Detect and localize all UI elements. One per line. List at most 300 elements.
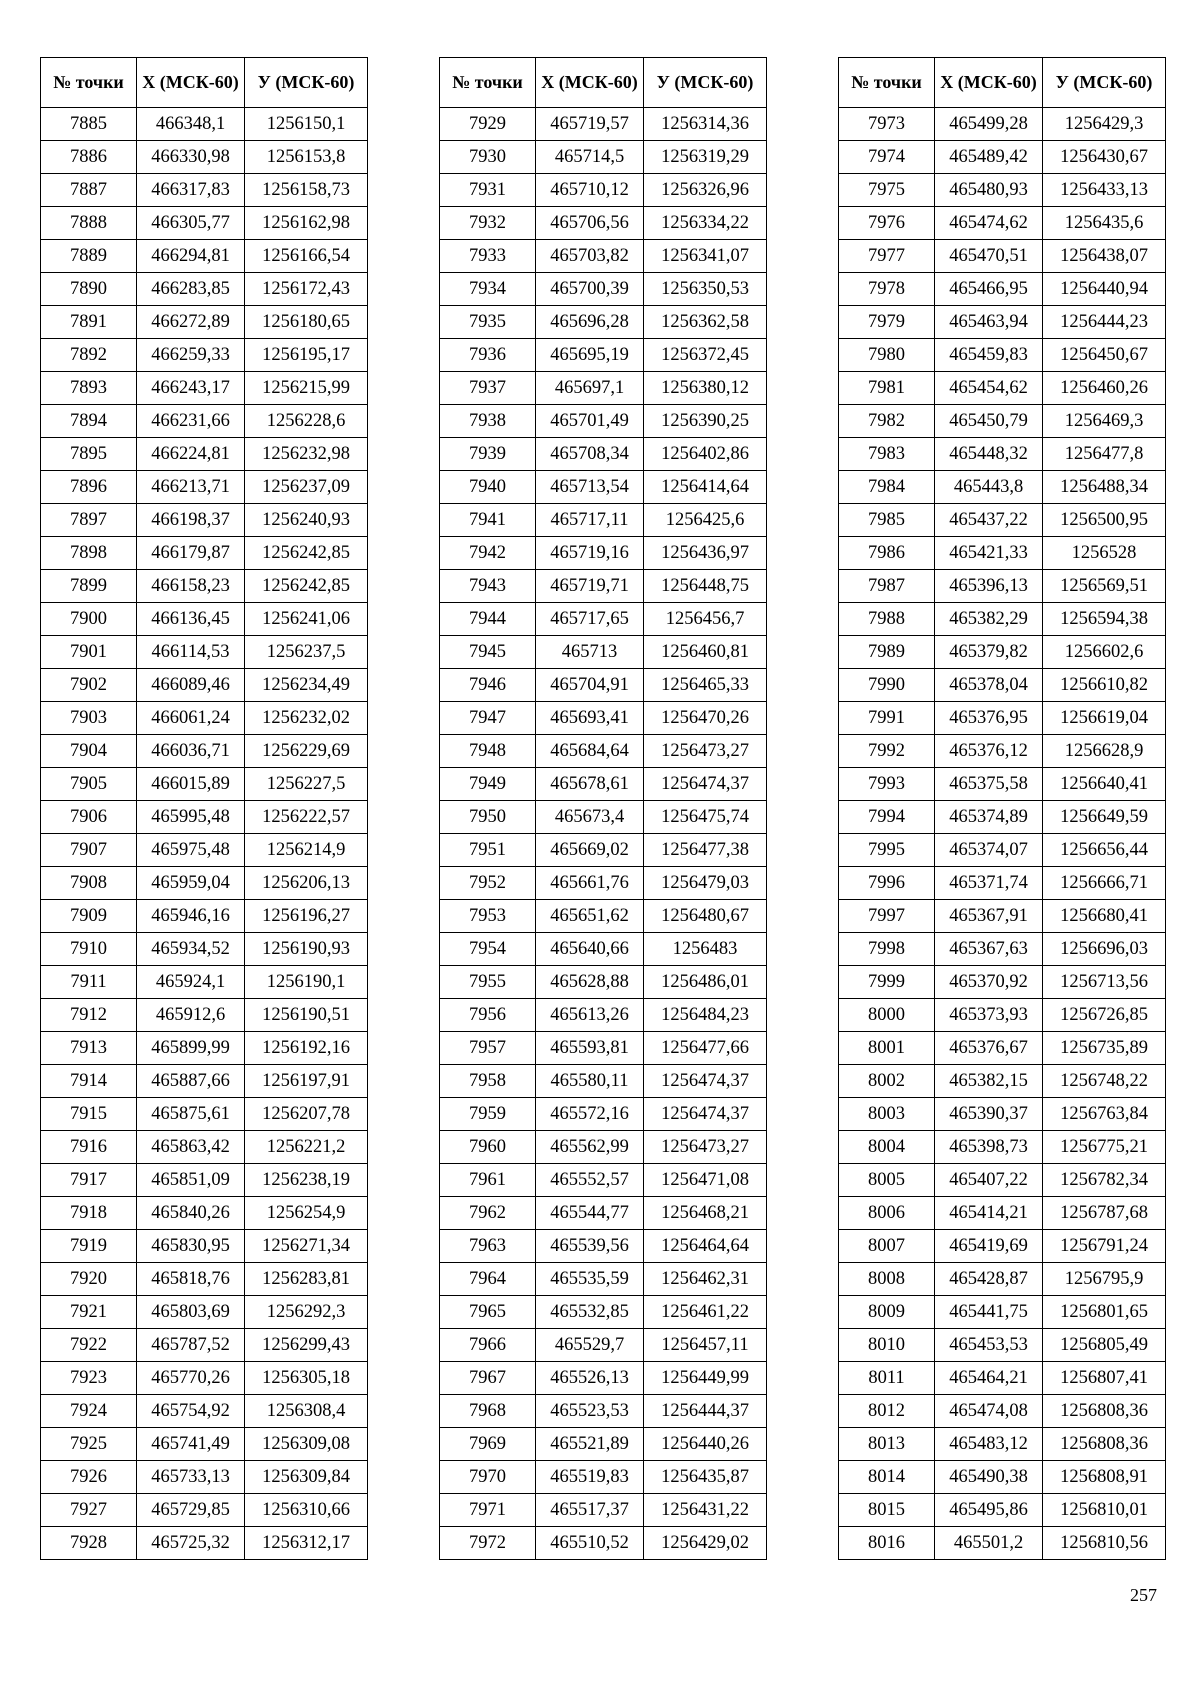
point-number-cell: 7897 [41,504,137,537]
y-coordinate-cell: 1256801,65 [1043,1296,1166,1329]
y-coordinate-cell: 1256158,73 [245,174,368,207]
y-coordinate-cell: 1256241,06 [245,603,368,636]
point-number-cell: 7920 [41,1263,137,1296]
point-number-cell: 7899 [41,570,137,603]
y-coordinate-cell: 1256206,13 [245,867,368,900]
point-number-cell: 7893 [41,372,137,405]
x-coordinate-cell: 465887,66 [137,1065,245,1098]
point-number-cell: 7930 [440,141,536,174]
y-coordinate-cell: 1256477,66 [644,1032,767,1065]
x-coordinate-cell: 465376,67 [935,1032,1043,1065]
point-number-cell: 7940 [440,471,536,504]
y-coordinate-cell: 1256748,22 [1043,1065,1166,1098]
point-number-cell: 7991 [839,702,935,735]
x-coordinate-cell: 466179,87 [137,537,245,570]
point-number-cell: 7918 [41,1197,137,1230]
point-number-cell: 7947 [440,702,536,735]
table-row [839,1527,1166,1560]
y-coordinate-cell: 1256341,07 [644,240,767,273]
y-coordinate-cell: 1256195,17 [245,339,368,372]
point-number-cell: 7968 [440,1395,536,1428]
x-coordinate-cell: 465830,95 [137,1230,245,1263]
x-coordinate-cell: 465421,33 [935,537,1043,570]
point-number-cell: 7978 [839,273,935,306]
table-row [839,1032,1166,1065]
point-number-cell: 7980 [839,339,935,372]
header-row [41,58,368,108]
table-row [440,504,767,537]
table-row [41,339,368,372]
y-coordinate-cell: 1256474,37 [644,1098,767,1131]
y-coordinate-cell: 1256477,8 [1043,438,1166,471]
table-row [839,933,1166,966]
y-coordinate-cell: 1256569,51 [1043,570,1166,603]
header-point-number: № точки [41,58,137,108]
table-row [440,1362,767,1395]
point-number-cell: 7985 [839,504,935,537]
table-row [41,1527,368,1560]
table-row [440,768,767,801]
table-row [839,1131,1166,1164]
table-row [839,1329,1166,1362]
x-coordinate-cell: 465924,1 [137,966,245,999]
y-coordinate-cell: 1256763,84 [1043,1098,1166,1131]
y-coordinate-cell: 1256435,6 [1043,207,1166,240]
point-number-cell: 7973 [839,108,935,141]
table-body [839,108,1166,1560]
x-coordinate-cell: 465463,94 [935,306,1043,339]
x-coordinate-cell: 465396,13 [935,570,1043,603]
coordinates-table-3 [838,57,1166,1560]
table-row [41,966,368,999]
point-number-cell: 7983 [839,438,935,471]
point-number-cell: 8004 [839,1131,935,1164]
y-coordinate-cell: 1256480,67 [644,900,767,933]
x-coordinate-cell: 466224,81 [137,438,245,471]
header-x-coordinate: Х (МСК-60) [137,58,245,108]
point-number-cell: 8011 [839,1362,935,1395]
table-row [839,1428,1166,1461]
x-coordinate-cell: 465706,56 [536,207,644,240]
point-number-cell: 7986 [839,537,935,570]
x-coordinate-cell: 465521,89 [536,1428,644,1461]
point-number-cell: 8015 [839,1494,935,1527]
point-number-cell: 7992 [839,735,935,768]
table-row [41,1296,368,1329]
y-coordinate-cell: 1256484,23 [644,999,767,1032]
x-coordinate-cell: 465770,26 [137,1362,245,1395]
table-row [839,900,1166,933]
table-row [41,438,368,471]
y-coordinate-cell: 1256462,31 [644,1263,767,1296]
table-row [440,1395,767,1428]
x-coordinate-cell: 465376,95 [935,702,1043,735]
point-number-cell: 8009 [839,1296,935,1329]
x-coordinate-cell: 465373,93 [935,999,1043,1032]
table-row [440,1494,767,1527]
table-row [41,306,368,339]
x-coordinate-cell: 465899,99 [137,1032,245,1065]
point-number-cell: 8013 [839,1428,935,1461]
x-coordinate-cell: 466089,46 [137,669,245,702]
table-row [440,438,767,471]
point-number-cell: 7919 [41,1230,137,1263]
x-coordinate-cell: 465382,29 [935,603,1043,636]
y-coordinate-cell: 1256242,85 [245,570,368,603]
point-number-cell: 7890 [41,273,137,306]
point-number-cell: 7934 [440,273,536,306]
table-row [41,900,368,933]
y-coordinate-cell: 1256808,36 [1043,1428,1166,1461]
y-coordinate-cell: 1256429,02 [644,1527,767,1560]
x-coordinate-cell: 465419,69 [935,1230,1043,1263]
point-number-cell: 7963 [440,1230,536,1263]
point-number-cell: 7927 [41,1494,137,1527]
x-coordinate-cell: 465539,56 [536,1230,644,1263]
table-row [440,867,767,900]
y-coordinate-cell: 1256444,23 [1043,306,1166,339]
y-coordinate-cell: 1256197,91 [245,1065,368,1098]
point-number-cell: 7958 [440,1065,536,1098]
table-row [440,1296,767,1329]
point-number-cell: 7888 [41,207,137,240]
point-number-cell: 7891 [41,306,137,339]
x-coordinate-cell: 465474,08 [935,1395,1043,1428]
table-row [41,702,368,735]
y-coordinate-cell: 1256162,98 [245,207,368,240]
point-number-cell: 7972 [440,1527,536,1560]
x-coordinate-cell: 465398,73 [935,1131,1043,1164]
table-row [440,834,767,867]
y-coordinate-cell: 1256334,22 [644,207,767,240]
y-coordinate-cell: 1256735,89 [1043,1032,1166,1065]
point-number-cell: 7910 [41,933,137,966]
y-coordinate-cell: 1256791,24 [1043,1230,1166,1263]
table-row [839,1461,1166,1494]
x-coordinate-cell: 465713,54 [536,471,644,504]
table-row [41,570,368,603]
x-coordinate-cell: 466015,89 [137,768,245,801]
point-number-cell: 8008 [839,1263,935,1296]
x-coordinate-cell: 465725,32 [137,1527,245,1560]
y-coordinate-cell: 1256237,5 [245,636,368,669]
point-number-cell: 7915 [41,1098,137,1131]
y-coordinate-cell: 1256726,85 [1043,999,1166,1032]
table-row [41,1329,368,1362]
point-number-cell: 7928 [41,1527,137,1560]
table-row [440,174,767,207]
coordinates-table-1 [40,57,368,1560]
y-coordinate-cell: 1256594,38 [1043,603,1166,636]
x-coordinate-cell: 465673,4 [536,801,644,834]
y-coordinate-cell: 1256180,65 [245,306,368,339]
y-coordinate-cell: 1256640,41 [1043,768,1166,801]
y-coordinate-cell: 1256319,29 [644,141,767,174]
x-coordinate-cell: 465628,88 [536,966,644,999]
point-number-cell: 7931 [440,174,536,207]
point-number-cell: 7950 [440,801,536,834]
point-number-cell: 7932 [440,207,536,240]
y-coordinate-cell: 1256440,94 [1043,273,1166,306]
table-row [41,372,368,405]
point-number-cell: 7954 [440,933,536,966]
table-row [839,1263,1166,1296]
x-coordinate-cell: 465367,63 [935,933,1043,966]
header-y-coordinate: У (МСК-60) [644,58,767,108]
table-row [440,1065,767,1098]
y-coordinate-cell: 1256477,38 [644,834,767,867]
table-row [839,537,1166,570]
y-coordinate-cell: 1256628,9 [1043,735,1166,768]
table-row [440,1263,767,1296]
x-coordinate-cell: 465593,81 [536,1032,644,1065]
point-number-cell: 7926 [41,1461,137,1494]
table-row [839,306,1166,339]
table-row [839,1065,1166,1098]
y-coordinate-cell: 1256468,21 [644,1197,767,1230]
y-coordinate-cell: 1256680,41 [1043,900,1166,933]
table-row [41,1164,368,1197]
point-number-cell: 7964 [440,1263,536,1296]
point-number-cell: 7956 [440,999,536,1032]
point-number-cell: 7901 [41,636,137,669]
y-coordinate-cell: 1256460,26 [1043,372,1166,405]
table-row [440,1527,767,1560]
table-row [440,966,767,999]
y-coordinate-cell: 1256234,49 [245,669,368,702]
point-number-cell: 7913 [41,1032,137,1065]
x-coordinate-cell: 465693,41 [536,702,644,735]
x-coordinate-cell: 465448,32 [935,438,1043,471]
point-number-cell: 7952 [440,867,536,900]
y-coordinate-cell: 1256232,98 [245,438,368,471]
table-row [41,471,368,504]
point-number-cell: 7996 [839,867,935,900]
header-row [839,58,1166,108]
table-row [839,702,1166,735]
point-number-cell: 7895 [41,438,137,471]
point-number-cell: 7924 [41,1395,137,1428]
point-number-cell: 7892 [41,339,137,372]
table-row [41,603,368,636]
table-row [839,339,1166,372]
y-coordinate-cell: 1256435,87 [644,1461,767,1494]
y-coordinate-cell: 1256214,9 [245,834,368,867]
x-coordinate-cell: 465717,65 [536,603,644,636]
x-coordinate-cell: 465975,48 [137,834,245,867]
table-row [839,372,1166,405]
header-y-coordinate: У (МСК-60) [245,58,368,108]
y-coordinate-cell: 1256488,34 [1043,471,1166,504]
y-coordinate-cell: 1256242,85 [245,537,368,570]
table-row [839,405,1166,438]
x-coordinate-cell: 465526,13 [536,1362,644,1395]
x-coordinate-cell: 465466,95 [935,273,1043,306]
y-coordinate-cell: 1256153,8 [245,141,368,174]
table-row [839,240,1166,273]
x-coordinate-cell: 465532,85 [536,1296,644,1329]
y-coordinate-cell: 1256473,27 [644,735,767,768]
y-coordinate-cell: 1256362,58 [644,306,767,339]
y-coordinate-cell: 1256402,86 [644,438,767,471]
table-row [41,1230,368,1263]
x-coordinate-cell: 465489,42 [935,141,1043,174]
x-coordinate-cell: 465875,61 [137,1098,245,1131]
x-coordinate-cell: 465529,7 [536,1329,644,1362]
table-row [839,801,1166,834]
y-coordinate-cell: 1256166,54 [245,240,368,273]
y-coordinate-cell: 1256414,64 [644,471,767,504]
point-number-cell: 7961 [440,1164,536,1197]
table-row [440,735,767,768]
point-number-cell: 7923 [41,1362,137,1395]
x-coordinate-cell: 465741,49 [137,1428,245,1461]
point-number-cell: 7898 [41,537,137,570]
point-number-cell: 7929 [440,108,536,141]
x-coordinate-cell: 465995,48 [137,801,245,834]
table-row [440,471,767,504]
point-number-cell: 7896 [41,471,137,504]
table-row [839,471,1166,504]
table-row [839,207,1166,240]
point-number-cell: 7987 [839,570,935,603]
x-coordinate-cell: 466272,89 [137,306,245,339]
y-coordinate-cell: 1256431,22 [644,1494,767,1527]
table-row [440,570,767,603]
table-row [440,108,767,141]
y-coordinate-cell: 1256808,91 [1043,1461,1166,1494]
point-number-cell: 7974 [839,141,935,174]
table-row [41,504,368,537]
point-number-cell: 7916 [41,1131,137,1164]
x-coordinate-cell: 465499,28 [935,108,1043,141]
x-coordinate-cell: 465450,79 [935,405,1043,438]
table-row [41,867,368,900]
x-coordinate-cell: 465912,6 [137,999,245,1032]
x-coordinate-cell: 466136,45 [137,603,245,636]
x-coordinate-cell: 465640,66 [536,933,644,966]
point-number-cell: 8001 [839,1032,935,1065]
table-row [440,603,767,636]
x-coordinate-cell: 465376,12 [935,735,1043,768]
point-number-cell: 7960 [440,1131,536,1164]
table-row [839,141,1166,174]
point-number-cell: 7887 [41,174,137,207]
table-row [41,834,368,867]
y-coordinate-cell: 1256444,37 [644,1395,767,1428]
y-coordinate-cell: 1256240,93 [245,504,368,537]
y-coordinate-cell: 1256309,08 [245,1428,368,1461]
table-row [41,1131,368,1164]
x-coordinate-cell: 465851,09 [137,1164,245,1197]
x-coordinate-cell: 465754,92 [137,1395,245,1428]
table-row [839,867,1166,900]
x-coordinate-cell: 465703,82 [536,240,644,273]
y-coordinate-cell: 1256232,02 [245,702,368,735]
x-coordinate-cell: 465803,69 [137,1296,245,1329]
table-row [440,306,767,339]
y-coordinate-cell: 1256782,34 [1043,1164,1166,1197]
y-coordinate-cell: 1256390,25 [644,405,767,438]
table-row [41,1362,368,1395]
point-number-cell: 8005 [839,1164,935,1197]
table-row [41,1494,368,1527]
x-coordinate-cell: 466114,53 [137,636,245,669]
x-coordinate-cell: 465441,75 [935,1296,1043,1329]
table-row [440,141,767,174]
x-coordinate-cell: 465371,74 [935,867,1043,900]
point-number-cell: 7967 [440,1362,536,1395]
point-number-cell: 8002 [839,1065,935,1098]
point-number-cell: 7886 [41,141,137,174]
table-row [839,438,1166,471]
x-coordinate-cell: 465934,52 [137,933,245,966]
point-number-cell: 7925 [41,1428,137,1461]
table-row [41,240,368,273]
table-row [839,999,1166,1032]
x-coordinate-cell: 465733,13 [137,1461,245,1494]
point-number-cell: 7921 [41,1296,137,1329]
y-coordinate-cell: 1256190,51 [245,999,368,1032]
x-coordinate-cell: 465946,16 [137,900,245,933]
y-coordinate-cell: 1256450,67 [1043,339,1166,372]
point-number-cell: 7902 [41,669,137,702]
x-coordinate-cell: 465519,83 [536,1461,644,1494]
y-coordinate-cell: 1256602,6 [1043,636,1166,669]
y-coordinate-cell: 1256696,03 [1043,933,1166,966]
y-coordinate-cell: 1256807,41 [1043,1362,1166,1395]
y-coordinate-cell: 1256192,16 [245,1032,368,1065]
y-coordinate-cell: 1256299,43 [245,1329,368,1362]
table-row [440,537,767,570]
header-point-number: № точки [839,58,935,108]
y-coordinate-cell: 1256292,3 [245,1296,368,1329]
point-number-cell: 7943 [440,570,536,603]
point-number-cell: 7936 [440,339,536,372]
y-coordinate-cell: 1256649,59 [1043,801,1166,834]
point-number-cell: 8003 [839,1098,935,1131]
table-row [839,108,1166,141]
y-coordinate-cell: 1256464,64 [644,1230,767,1263]
y-coordinate-cell: 1256528 [1043,537,1166,570]
x-coordinate-cell: 465787,52 [137,1329,245,1362]
x-coordinate-cell: 466213,71 [137,471,245,504]
table-row [41,1032,368,1065]
x-coordinate-cell: 465470,51 [935,240,1043,273]
point-number-cell: 7988 [839,603,935,636]
table-row [440,669,767,702]
table-row [41,1461,368,1494]
x-coordinate-cell: 465697,1 [536,372,644,405]
y-coordinate-cell: 1256380,12 [644,372,767,405]
x-coordinate-cell: 465480,93 [935,174,1043,207]
table-row [41,636,368,669]
y-coordinate-cell: 1256207,78 [245,1098,368,1131]
x-coordinate-cell: 465684,64 [536,735,644,768]
point-number-cell: 7914 [41,1065,137,1098]
point-number-cell: 7949 [440,768,536,801]
table-row [41,801,368,834]
x-coordinate-cell: 465552,57 [536,1164,644,1197]
y-coordinate-cell: 1256309,84 [245,1461,368,1494]
table-row [440,1230,767,1263]
point-number-cell: 7981 [839,372,935,405]
y-coordinate-cell: 1256436,97 [644,537,767,570]
x-coordinate-cell: 465483,12 [935,1428,1043,1461]
point-number-cell: 7982 [839,405,935,438]
point-number-cell: 7909 [41,900,137,933]
table-row [41,735,368,768]
